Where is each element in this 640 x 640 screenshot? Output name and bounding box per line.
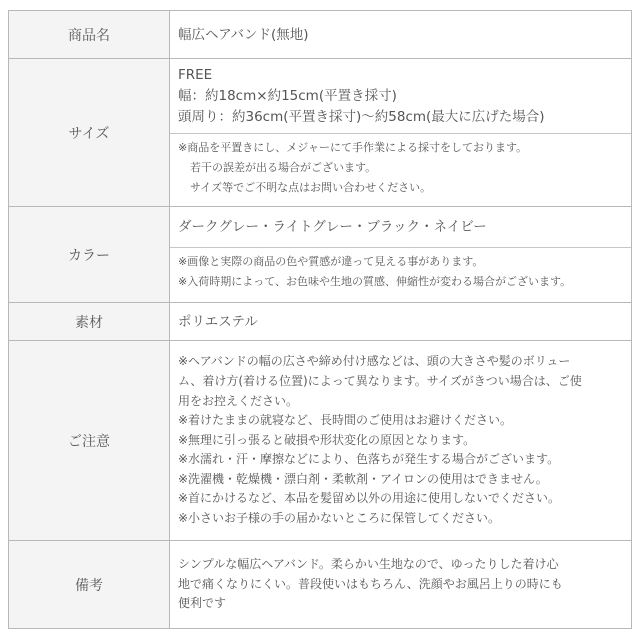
value-material (170, 303, 632, 341)
color-main-block (178, 211, 623, 247)
value-color (170, 207, 632, 303)
material-text: ポリエステル (178, 313, 258, 330)
caution-line: ※首にかけるなど、本品を髪留め以外の用途に使用しないでください。 (178, 491, 561, 506)
remarks-line: シンプルな幅広ヘアバンド。柔らかい生地なので、ゆったりした着け心 (178, 557, 559, 572)
value-remarks (170, 541, 632, 629)
product-spec-table (8, 10, 632, 629)
remarks-block (178, 549, 623, 620)
size-line: 幅：約18cm×約15cm(平置き採寸) (178, 88, 397, 104)
caution-line: ム、着け方(着ける位置)によって異なります。サイズがきつい場合は、ご使 (178, 373, 582, 388)
caution-line: 用をお控えください。 (178, 393, 299, 408)
caution-line: ※ヘアバンドの幅の広さや締め付け感などは、頭の大きさや髪のボリュー (178, 354, 571, 369)
row-size (9, 59, 632, 207)
product-name-text: 幅広ヘアバンド(無地) (178, 26, 309, 43)
row-color (9, 207, 632, 303)
label-material: 素材 (9, 303, 170, 341)
row-material (9, 303, 632, 341)
value-product-name (170, 11, 632, 59)
color-list: ダークグレー・ライトグレー・ブラック・ネイビー (178, 219, 487, 235)
value-size (170, 59, 632, 207)
remarks-line: 便利です (178, 596, 227, 611)
caution-line: ※洗濯機・乾燥機・漂白剤・柔軟剤・アイロンの使用はできません。 (178, 471, 548, 486)
remarks-line: 地で痛くなりにくい。普段使いはもちろん、洗顔やお風呂上りの時にも (178, 576, 563, 591)
caution-block (178, 346, 623, 534)
color-note: ※画像と実際の商品の色や質感が違って見える事があります。 (178, 255, 484, 268)
row-caution (9, 341, 632, 541)
label-remarks: 備考 (9, 541, 170, 629)
size-line: FREE (178, 67, 213, 83)
caution-line: ※着けたままの就寝など、長時間のご使用はお避けください。 (178, 413, 513, 428)
size-note: 若干の誤差が出る場合がございます。 (190, 161, 377, 174)
row-remarks (9, 541, 632, 629)
label-product-name: 商品名 (9, 11, 170, 59)
row-product-name (9, 11, 632, 59)
caution-line: ※水濡れ・汗・摩擦などにより、色落ちが発生する場合がございます。 (178, 452, 560, 467)
label-size: サイズ (9, 59, 170, 207)
size-note: サイズ等でご不明な点はお問い合わせください。 (190, 181, 432, 194)
caution-line: ※無理に引っ張ると破損や形状変化の原因となります。 (178, 432, 476, 447)
value-caution (170, 341, 632, 541)
size-main-block (178, 61, 623, 133)
color-notes-block (170, 247, 631, 298)
caution-line: ※小さいお子様の手の届かないところに保管してください。 (178, 511, 501, 526)
color-note: ※入荷時期によって、お色味や生地の質感、伸縮性が変わる場合がございます。 (178, 275, 572, 288)
size-note: ※商品を平置きにし、メジャーにて手作業による採寸をしております。 (178, 141, 528, 154)
size-notes-block (170, 133, 631, 204)
size-line: 頭周り：約36cm(平置き採寸)〜約58cm(最大に広げた場合) (178, 109, 545, 125)
label-caution: ご注意 (9, 341, 170, 541)
label-color: カラー (9, 207, 170, 303)
